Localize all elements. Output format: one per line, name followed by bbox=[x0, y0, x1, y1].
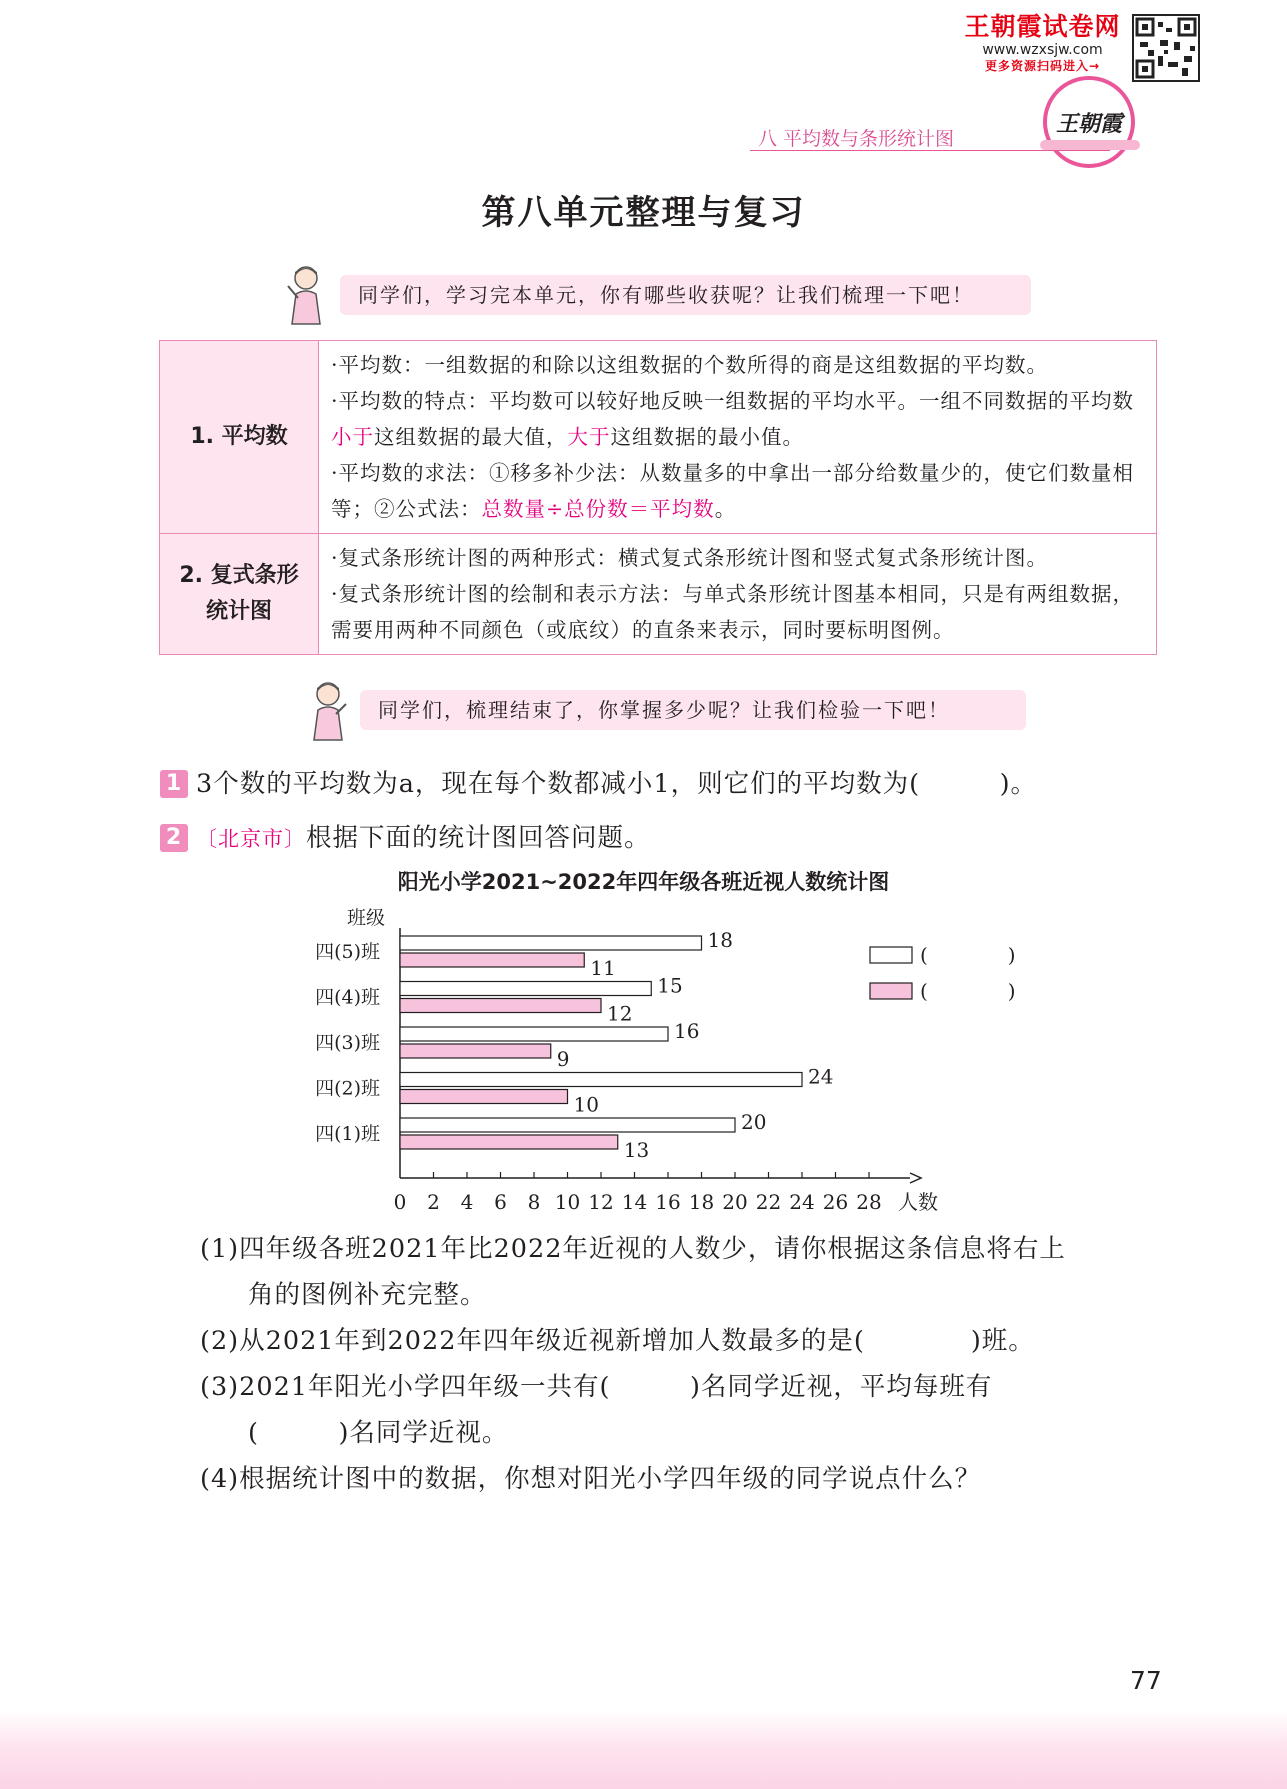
legend-label: ( ) bbox=[920, 979, 1016, 1003]
question-number: 2 bbox=[160, 824, 188, 852]
bar bbox=[400, 953, 584, 967]
x-axis-label: 人数 bbox=[898, 1190, 938, 1214]
sub-question-3-cont: ( )名同学近视。 bbox=[248, 1418, 509, 1448]
category-label: 四(4)班 bbox=[315, 986, 380, 1009]
brand-title: 王朝霞试卷网 bbox=[964, 12, 1121, 41]
x-tick-label: 26 bbox=[822, 1190, 849, 1214]
seal-text: 王朝霞 bbox=[1055, 111, 1122, 137]
summary-label-average: 1. 平均数 bbox=[160, 341, 319, 534]
bar bbox=[400, 1118, 735, 1132]
bar bbox=[400, 1090, 568, 1104]
question-1 bbox=[160, 764, 1037, 800]
sub-question-1: (1)四年级各班2021年比2022年近视的人数少，请你根据这条信息将右上 bbox=[200, 1234, 1066, 1264]
brand-url[interactable]: www.wzxsjw.com bbox=[982, 42, 1103, 58]
category-label: 四(3)班 bbox=[315, 1032, 380, 1054]
bar-value-label: 24 bbox=[808, 1064, 834, 1089]
bubble-review: 同学们，学习完本单元，你有哪些收获呢？让我们梳理一下吧！ bbox=[340, 275, 1031, 315]
x-tick-label: 6 bbox=[494, 1190, 507, 1214]
bar-value-label: 16 bbox=[674, 1019, 700, 1043]
legend-label: ( ) bbox=[920, 943, 1016, 967]
x-tick-label: 22 bbox=[755, 1190, 782, 1214]
girl-mascot-icon bbox=[284, 264, 328, 326]
question-2 bbox=[160, 818, 651, 854]
bottom-band bbox=[0, 1710, 1287, 1789]
bar bbox=[400, 936, 702, 950]
summary-row-bar-chart bbox=[160, 534, 1157, 655]
x-axis-arrow-icon bbox=[910, 1173, 921, 1183]
x-tick-label: 8 bbox=[527, 1190, 541, 1214]
sub-question-3: (3)2021年阳光小学四年级一共有( )名同学近视，平均每班有 bbox=[200, 1372, 993, 1402]
category-label: 四(1)班 bbox=[315, 1123, 380, 1145]
summary-row-average bbox=[160, 341, 1157, 534]
legend-swatch bbox=[870, 983, 912, 999]
bar-value-label: 15 bbox=[657, 973, 683, 998]
bar bbox=[400, 982, 651, 996]
legend-swatch bbox=[870, 947, 912, 963]
sub-question-1-cont: 角的图例补充完整。 bbox=[248, 1280, 487, 1310]
x-tick-label: 20 bbox=[722, 1190, 748, 1214]
summary-content-average bbox=[319, 341, 1157, 534]
x-tick-label: 0 bbox=[393, 1190, 407, 1214]
brand-seal bbox=[1043, 76, 1135, 168]
sub-question-4: (4)根据统计图中的数据，你想对阳光小学四年级的同学说点什么？ bbox=[200, 1464, 982, 1494]
page-number: 77 bbox=[1130, 1666, 1162, 1695]
bar bbox=[400, 1044, 551, 1058]
bar bbox=[400, 1027, 668, 1041]
average-method: ·平均数的求法：①移多补少法：从数量多的中拿出一部分给数量少的，使它们数量相等；②公式法：总数量÷总份数＝平均数。 bbox=[331, 461, 1135, 521]
average-definition: ·平均数：一组数据的和除以这组数据的个数所得的商是这组数据的平均数。 bbox=[331, 353, 1049, 377]
chart-title: 阳光小学2021~2022年四年级各班近视人数统计图 bbox=[397, 870, 890, 894]
bar bbox=[400, 1135, 618, 1149]
unit-divider bbox=[750, 150, 1110, 151]
bar-value-label: 10 bbox=[573, 1092, 599, 1117]
x-tick-label: 2 bbox=[427, 1190, 440, 1214]
bar-value-label: 20 bbox=[741, 1110, 767, 1134]
bar bbox=[400, 1073, 802, 1087]
girl-mascot-icon bbox=[306, 680, 350, 742]
bar-value-label: 9 bbox=[556, 1047, 570, 1071]
unit-label: 八 平均数与条形统计图 bbox=[758, 128, 955, 150]
bar-value-label: 12 bbox=[607, 1001, 633, 1026]
sub-question-2: (2)从2021年到2022年四年级近视新增加人数最多的是( )班。 bbox=[200, 1326, 1035, 1356]
qr-code-icon[interactable] bbox=[1132, 14, 1200, 82]
page-title: 第八单元整理与复习 bbox=[481, 193, 806, 233]
x-tick-label: 28 bbox=[856, 1190, 882, 1214]
bar-value-label: 11 bbox=[590, 956, 616, 980]
question-number: 1 bbox=[160, 770, 188, 798]
bar-value-label: 13 bbox=[623, 1138, 650, 1162]
category-label: 四(2)班 bbox=[315, 1077, 380, 1100]
bar-value-label: 18 bbox=[707, 928, 733, 952]
bar-chart-forms: ·复式条形统计图的两种形式：横式复式条形统计图和竖式复式条形统计图。 bbox=[331, 546, 1049, 570]
bar-chart bbox=[280, 900, 1040, 1220]
brand-logo bbox=[960, 14, 1125, 72]
bubble-check: 同学们，梳理结束了，你掌握多少呢？让我们检验一下吧！ bbox=[360, 690, 1026, 730]
bar-chart-method: ·复式条形统计图的绘制和表示方法：与单式条形统计图基本相同，只是有两组数据，需要用两种不同颜色（或底纹）的直条来表示，同时要标明图例。 bbox=[331, 582, 1135, 642]
average-feature: ·平均数的特点：平均数可以较好地反映一组数据的平均水平。一组不同数据的平均数小于这组数据的最大值，大于这组数据的最小值。 bbox=[331, 389, 1135, 449]
x-tick-label: 4 bbox=[460, 1190, 474, 1214]
x-tick-label: 18 bbox=[688, 1190, 715, 1214]
category-label: 四(5)班 bbox=[315, 941, 380, 963]
x-tick-label: 12 bbox=[588, 1190, 614, 1214]
region-tag: 〔北京市〕 bbox=[196, 827, 306, 851]
summary-label-bar-chart: 2. 复式条形 统计图 bbox=[160, 534, 319, 655]
y-axis-label: 班级 bbox=[346, 907, 385, 929]
x-tick-label: 14 bbox=[621, 1190, 648, 1214]
unit-ribbon bbox=[1040, 140, 1140, 150]
x-tick-label: 16 bbox=[655, 1190, 681, 1214]
sub-questions bbox=[200, 1226, 1160, 1502]
question-text: 3个数的平均数为a，现在每个数都减小1，则它们的平均数为( )。 bbox=[196, 769, 1038, 799]
bar bbox=[400, 999, 601, 1013]
x-tick-label: 10 bbox=[554, 1190, 581, 1214]
brand-more: 更多资源扫码进入→ bbox=[984, 59, 1101, 73]
summary-table bbox=[159, 340, 1157, 655]
question-text: 根据下面的统计图回答问题。 bbox=[306, 823, 651, 853]
x-tick-label: 24 bbox=[789, 1190, 815, 1214]
summary-content-bar-chart bbox=[319, 534, 1157, 655]
